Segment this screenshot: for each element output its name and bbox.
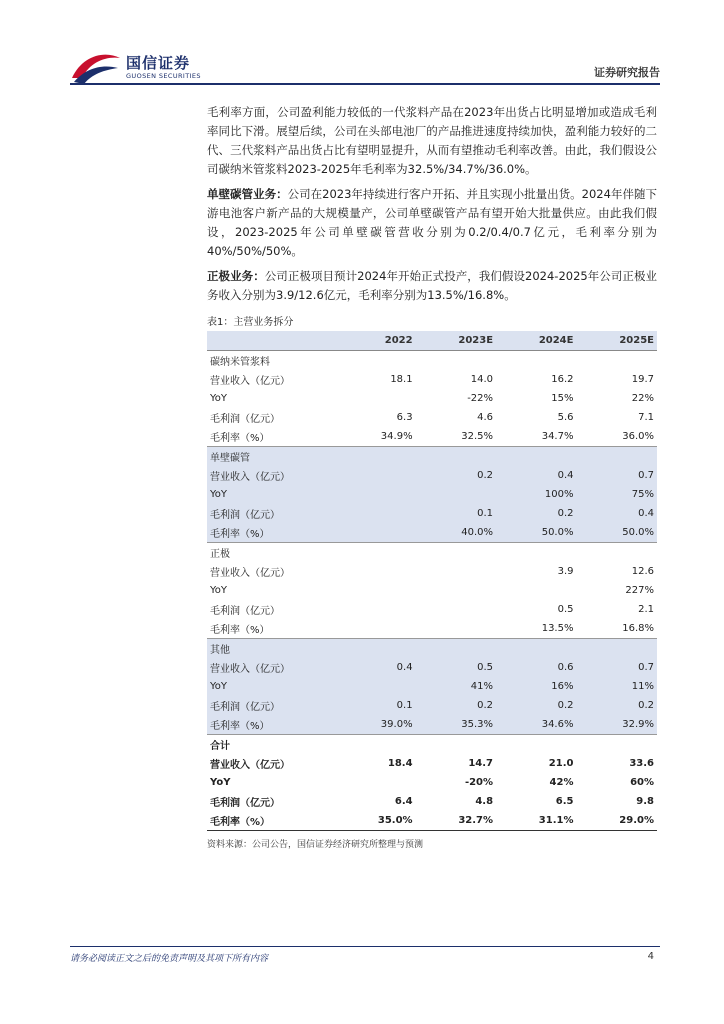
table-cell [335,504,415,523]
header-divider [70,83,660,85]
table-section-header [207,351,657,371]
brand-name-cn: 国信证券 [126,54,191,72]
row-label: 营业收入（亿元） [210,472,290,483]
table-row [207,600,657,619]
table-cell: 42% [549,777,574,788]
table-cell [335,523,415,543]
table-section [207,543,657,639]
table-cell [335,600,415,619]
table-cell: 0.2 [477,700,494,711]
table-cell: 22% [631,393,654,404]
column-header: 2025E [576,331,657,351]
table-row [207,370,657,389]
table-cell: 13.5% [496,619,576,639]
paragraph-lead: 单壁碳管业务： [207,187,288,201]
table-cell: 4.6 [477,412,494,423]
table-cell: 39.0% [335,715,415,735]
row-label: 毛利率（%） [207,811,335,831]
table-row [207,773,657,792]
table-cell: 0.5 [477,662,494,673]
table-cell: 6.3 [396,412,413,423]
table-row [207,466,657,485]
table-cell: 2.1 [638,604,654,615]
table-row [207,485,657,504]
table-cell: 12.6 [631,566,654,577]
table-cell: 19.7 [631,374,654,385]
table-cell: 14.7 [468,758,494,769]
table-cell: 60% [630,777,654,788]
table-cell: 32.7% [416,811,496,831]
page-number: 4 [647,951,654,962]
table-row [207,619,657,639]
table-cell: 0.1 [396,700,413,711]
row-label: YoY [210,393,228,404]
main-content [207,103,657,850]
brand-name-en: GUOSEN SECURITIES [126,72,201,80]
row-label: YoY [210,681,228,692]
row-label: 毛利润（亿元） [210,798,280,809]
paragraph-gross-margin: 毛利率方面，公司盈利能力较低的一代浆料产品在2023年出货占比明显增加或造成毛利率同比下滑。展望后续，公司在头部电池厂的产品推进速度持续加快，盈利能力较好的二代、三代浆料产品出货占比有望明显提升，从而有望推动毛利率改善。由此，我们假设公司碳纳米管浆料2023-2025年毛利率为32.5%/34.7%/36.0%。 [207,105,657,176]
report-type-label: 证券研究报告 [594,66,660,79]
table-cell: 0.4 [557,470,574,481]
table-cell: 5.6 [557,412,574,423]
table-cell: 50.0% [576,523,657,543]
table-cell: 0.7 [638,662,654,673]
table-cell: 40.0% [416,523,496,543]
table-cell: 3.9 [557,566,574,577]
table-cell: 41% [470,681,494,692]
table-cell: 16.2 [551,374,574,385]
table-cell [335,581,415,600]
column-header: 2023E [416,331,496,351]
row-label: 营业收入（亿元） [210,568,290,579]
table-cell: 7.1 [638,412,654,423]
column-header: 2024E [496,331,576,351]
table-cell [416,562,496,581]
row-label: 毛利润（亿元） [210,702,280,713]
table-cell: 32.5% [416,427,496,447]
table-cell [416,619,496,639]
table-cell: 4.8 [475,796,494,807]
table-section [207,639,657,735]
table-row [207,408,657,427]
table-cell: 18.1 [390,374,413,385]
table-row [207,811,657,831]
table-cell: 11% [631,681,654,692]
table-section [207,351,657,447]
row-label: YoY [210,489,228,500]
table-cell: 0.5 [557,604,574,615]
table-cell: 15% [551,393,574,404]
table-cell: 35.0% [335,811,415,831]
table-cell: 34.7% [496,427,576,447]
section-name: 单壁碳管 [210,453,250,464]
table-section-header [207,639,657,659]
page-header [70,48,660,88]
table-cell: 29.0% [576,811,657,831]
table-cell: 0.6 [557,662,574,673]
table-row [207,389,657,408]
table-title: 表1：主营业务拆分 [207,317,294,328]
table-row [207,427,657,447]
table-cell: 34.6% [496,715,576,735]
table-section [207,735,657,831]
table-cell: 31.1% [496,811,576,831]
table-cell: 75% [631,489,654,500]
row-label: 营业收入（亿元） [210,760,290,771]
table-cell [335,677,415,696]
table-cell [335,562,415,581]
company-logo [70,48,210,86]
table-cell: 6.4 [394,796,413,807]
table-cell [416,485,496,504]
table-cell: 14.0 [470,374,494,385]
table-cell: 0.2 [638,700,654,711]
section-name: 碳纳米管浆料 [210,357,270,368]
row-label: 毛利率（%） [207,523,335,543]
table-cell: 0.2 [557,700,574,711]
row-label: 毛利率（%） [207,619,335,639]
column-header: 2022 [335,331,415,351]
table-row [207,504,657,523]
table-cell [416,600,496,619]
table-cell: 6.5 [555,796,574,807]
table-cell: 33.6 [629,758,654,769]
table-cell: 0.4 [638,508,654,519]
table-cell: 18.4 [387,758,413,769]
row-label: 毛利润（亿元） [210,606,280,617]
row-label: YoY [210,585,228,596]
row-label: 毛利润（亿元） [210,414,280,425]
table-row [207,696,657,715]
table-cell: -20% [464,777,494,788]
table-row [207,715,657,735]
table-cell: -22% [467,393,494,404]
section-name: 其他 [210,645,230,656]
table-cell: 0.7 [638,470,654,481]
row-label: 营业收入（亿元） [210,664,290,675]
table-cell: 21.0 [548,758,574,769]
table-cell: 0.4 [396,662,413,673]
disclaimer-text: 请务必阅读正文之后的免责声明及其项下所有内容 [70,954,269,964]
table-cell: 100% [544,489,574,500]
table-cell [335,773,415,792]
table-cell: 9.8 [636,796,654,807]
paragraph-lead: 正极业务： [207,269,265,283]
row-label: 毛利率（%） [207,427,335,447]
business-breakdown-table [207,331,657,831]
table-row [207,581,657,600]
table-row [207,658,657,677]
footer-divider [70,946,660,947]
table-row [207,562,657,581]
table-cell: 16.8% [576,619,657,639]
table-source-note: 资料来源：公司公告，国信证券经济研究所整理与预测 [207,840,424,850]
paragraph-swcnt-business: 单壁碳管业务：公司在2023年持续进行客户开拓、并且实现小批量出货。2024年伴随下游电池客户新产品的大规模量产，公司单壁碳管产品有望开始大批量供应。由此我们假设，2023-2025年公司单壁碳管营收分别为0.2/0.4/0.7亿元，毛利率分别为40%/50%/50%。 [207,187,657,258]
table-row [207,523,657,543]
table-cell: 36.0% [576,427,657,447]
table-cell: 0.2 [557,508,574,519]
section-name: 正极 [210,549,230,560]
section-name: 合计 [210,741,230,752]
table-section-header [207,735,657,755]
table-row [207,754,657,773]
row-label: 毛利率（%） [207,715,335,735]
table-cell [416,581,496,600]
table-cell: 227% [625,585,654,596]
table-section-header [207,447,657,467]
paragraph-cathode-business: 正极业务：公司正极项目预计2024年开始正式投产，我们假设2024-2025年公司正极业务收入分别为3.9/12.6亿元，毛利率分别为13.5%/16.8%。 [207,269,658,302]
table-row [207,792,657,811]
table-cell [496,581,576,600]
table-cell: 32.9% [576,715,657,735]
guosen-logo-icon [70,48,122,86]
row-label: 毛利润（亿元） [210,510,280,521]
table-row [207,677,657,696]
table-cell: 34.9% [335,427,415,447]
row-label: YoY [210,777,231,788]
table-cell: 16% [551,681,574,692]
column-header [207,331,335,351]
table-cell [335,619,415,639]
table-cell [335,466,415,485]
table-header-row [207,331,657,351]
row-label: 营业收入（亿元） [210,376,290,387]
table-cell [335,485,415,504]
table-cell: 0.1 [477,508,494,519]
table-cell: 35.3% [416,715,496,735]
table-section [207,447,657,543]
table-cell: 50.0% [496,523,576,543]
table-section-header [207,543,657,563]
table-cell [335,389,415,408]
table-cell: 0.2 [477,470,494,481]
